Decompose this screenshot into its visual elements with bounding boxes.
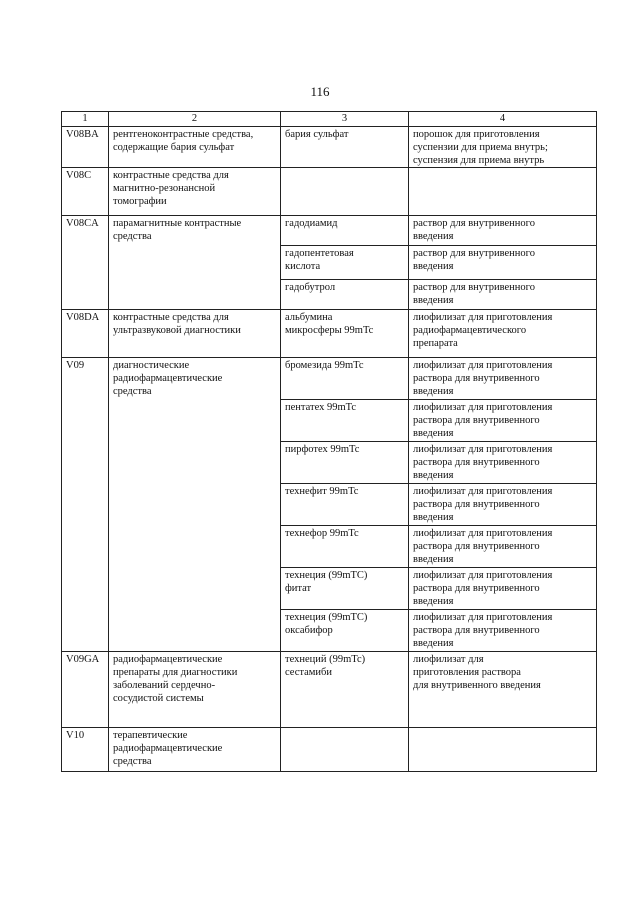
table-row: [62, 652, 597, 728]
drug-name-cell: технеция (99mTC) фитат: [281, 568, 409, 610]
drug-name-cell: [281, 168, 409, 216]
dosage-form-cell: лиофилизат для приготовления раствора для внутривенного введения: [409, 610, 597, 652]
dosage-form-cell: [409, 168, 597, 216]
dosage-form-cell: лиофилизат для приготовления радиофармацевтического препарата: [409, 310, 597, 358]
drug-name-cell: пентатех 99mTc: [281, 400, 409, 442]
dosage-form-cell: раствор для внутривенного введения: [409, 280, 597, 310]
dosage-form-cell: лиофилизат для приготовления раствора для внутривенного введения: [409, 358, 597, 400]
drug-classification-table: [61, 111, 597, 772]
drug-name-cell: гадобутрол: [281, 280, 409, 310]
drug-name-cell: гадопентетовая кислота: [281, 246, 409, 280]
header-row: [62, 112, 597, 127]
atc-code-cell: V08CA: [62, 216, 109, 310]
header-cell-4: 4: [409, 112, 597, 127]
dosage-form-cell: [409, 728, 597, 772]
dosage-form-cell: лиофилизат для приготовления раствора для внутривенного введения: [409, 526, 597, 568]
drug-name-cell: гадодиамид: [281, 216, 409, 246]
atc-code-cell: V08DA: [62, 310, 109, 358]
atc-code-cell: V08BA: [62, 127, 109, 168]
header-cell-3: 3: [281, 112, 409, 127]
drug-name-cell: технеций (99mTc) сестамиби: [281, 652, 409, 728]
dosage-form-cell: раствор для внутривенного введения: [409, 216, 597, 246]
dosage-form-cell: лиофилизат для приготовления раствора для внутривенного введения: [409, 652, 597, 728]
group-name-cell: диагностические радиофармацевтические средства: [109, 358, 281, 652]
group-name-cell: терапевтические радиофармацевтические средства: [109, 728, 281, 772]
dosage-form-cell: лиофилизат для приготовления раствора для внутривенного введения: [409, 400, 597, 442]
dosage-form-cell: порошок для приготовления суспензии для приема внутрь; суспензия для приема внутрь: [409, 127, 597, 168]
table-row: [62, 168, 597, 216]
group-name-cell: контрастные средства для ультразвуковой диагностики: [109, 310, 281, 358]
dosage-form-cell: лиофилизат для приготовления раствора для внутривенного введения: [409, 442, 597, 484]
header-cell-1: 1: [62, 112, 109, 127]
drug-name-cell: [281, 728, 409, 772]
drug-name-cell: пирфотех 99mTc: [281, 442, 409, 484]
drug-name-cell: технеция (99mTC) оксабифор: [281, 610, 409, 652]
dosage-form-cell: лиофилизат для приготовления раствора для внутривенного введения: [409, 568, 597, 610]
drug-name-cell: альбумина микросферы 99mTc: [281, 310, 409, 358]
table-row: [62, 216, 597, 246]
atc-code-cell: V09GA: [62, 652, 109, 728]
page-number: 116: [310, 84, 330, 99]
drug-name-cell: бария сульфат: [281, 127, 409, 168]
group-name-cell: парамагнитные контрастные средства: [109, 216, 281, 310]
table-row: [62, 127, 597, 168]
atc-code-cell: V10: [62, 728, 109, 772]
atc-code-cell: V08C: [62, 168, 109, 216]
dosage-form-cell: лиофилизат для приготовления раствора для внутривенного введения: [409, 484, 597, 526]
table-row: [62, 310, 597, 358]
drug-name-cell: бромезида 99mTc: [281, 358, 409, 400]
header-cell-2: 2: [109, 112, 281, 127]
drug-name-cell: технефор 99mTc: [281, 526, 409, 568]
drug-name-cell: технефит 99mTc: [281, 484, 409, 526]
group-name-cell: контрастные средства для магнитно-резонансной томографии: [109, 168, 281, 216]
dosage-form-cell: раствор для внутривенного введения: [409, 246, 597, 280]
table-row: [62, 728, 597, 772]
atc-code-cell: V09: [62, 358, 109, 652]
table-row: [62, 358, 597, 400]
group-name-cell: рентгеноконтрастные средства, содержащие бария сульфат: [109, 127, 281, 168]
group-name-cell: радиофармацевтические препараты для диагностики заболеваний сердечно- сосудистой системы: [109, 652, 281, 728]
